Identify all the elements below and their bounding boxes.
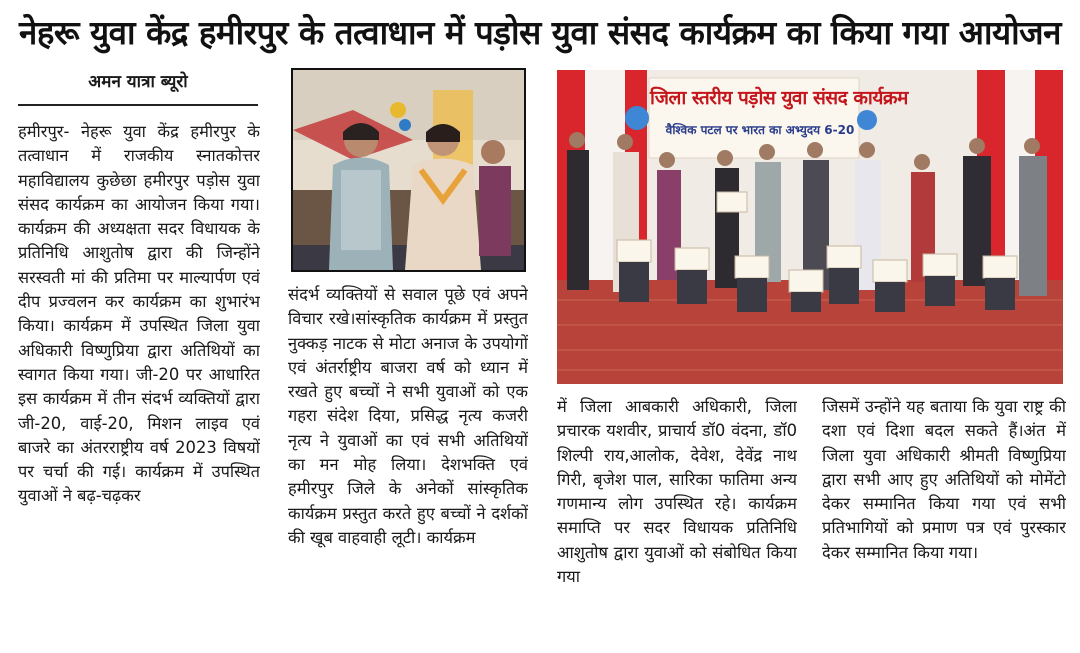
byline-rule — [18, 104, 258, 106]
article-column-2: संदर्भ व्यक्तियों से सवाल पूछे एवं अपने विचार रखे।सांस्कृतिक कार्यक्रम में प्रस्तुत नुक्कड़ नाटक से मोटा अनाज के उपयोगों एवं अंतर्राष्ट्रीय बाजरा वर्ष को ध्यान में रखते हुए बच्चों ने सभी युवाओं को एक गहरा संदेश दिया, प्रसिद्ध नृत्य कजरी नृत्य ने युवाओं का एवं सभी अतिथियों का मन मोह लिया। देशभक्ति एवं हमीरपुर जिले के अनेकों सांस्कृतिक कार्यक्रम प्रस्तुत करते हुए बच्चों ने दर्शकों की खूब वाहवाही लूटी। कार्यक्रम — [288, 285, 528, 547]
article-column-3: में जिला आबकारी अधिकारी, जिला प्रचारक यशवीर, प्राचार्य डॉ0 वंदना, डॉ0 शिल्पी राय,आलोक, देवेश, देवेंद्र नाथ गिरी, बृजेश पाल, सारिका फातिमा अन्य गणमान्य लोग उपस्थित रहे। कार्यक्रम समाप्ति पर सदर विधायक प्रतिनिधि आशुतोष द्वारा युवाओं को संबोधित किया गया — [557, 397, 797, 587]
article-column-4: जिसमें उन्होंने यह बताया कि युवा राष्ट्र की दशा एवं दिशा बदल सकते हैं।अंत में जिला युवा अधिकारी श्रीमती विष्णुप्रिया द्वारा सभी आए हुए अतिथियों को मोमेंटो देकर सम्मानित किया गया एवं सभी प्रतिभागियों को प्रमाण पत्र एवं पुरस्कार देकर सम्मानित किया गया। — [822, 397, 1066, 562]
headline: नेहरू युवा केंद्र हमीरपुर के तत्वाधान में पड़ोस युवा संसद कार्यक्रम का किया गया आयोजन — [19, 13, 1061, 52]
byline: अमन यात्रा ब्यूरो — [88, 72, 188, 92]
photo-group-drawing — [557, 70, 1063, 384]
photo-felicitation-drawing — [293, 70, 524, 270]
photo-banner-subtitle: वैश्विक पटल पर भारत का अभ्युदय 6-20 — [665, 123, 855, 137]
photo-banner-title: जिला स्तरीय पड़ोस युवा संसद कार्यक्रम — [650, 87, 908, 109]
photo-group — [557, 70, 1063, 384]
photo-felicitation — [291, 68, 526, 272]
article-column-1: हमीरपुर- नेहरू युवा केंद्र हमीरपुर के तत्वाधान में राजकीय स्नातकोत्तर महाविद्यालय कुछेछा हमीरपुर पड़ोस युवा संसद कार्यक्रम का आयोजन किया गया। कार्यक्रम की अध्यक्षता सदर विधायक के प्रतिनिधि आशुतोष द्वारा की जिन्होंने सरस्वती मां की प्रतिमा पर माल्यार्पण एवं दीप प्रज्वलन कर कार्यक्रम का शुभारंभ किया। कार्यक्रम में उपस्थित जिला युवा अधिकारी विष्णुप्रिया द्वारा अतिथियों का स्वागत किया गया। जी-20 पर आधारित इस कार्यक्रम में तीन संदर्भ व्यक्तियों द्वारा जी-20, वाई-20, मिशन लाइव एवं बाजरे का अंतरराष्ट्रीय वर्ष 2023 विषयों पर चर्चा की गई। कार्यक्रम में उपस्थित युवाओं ने बढ़-चढ़कर — [18, 122, 260, 506]
